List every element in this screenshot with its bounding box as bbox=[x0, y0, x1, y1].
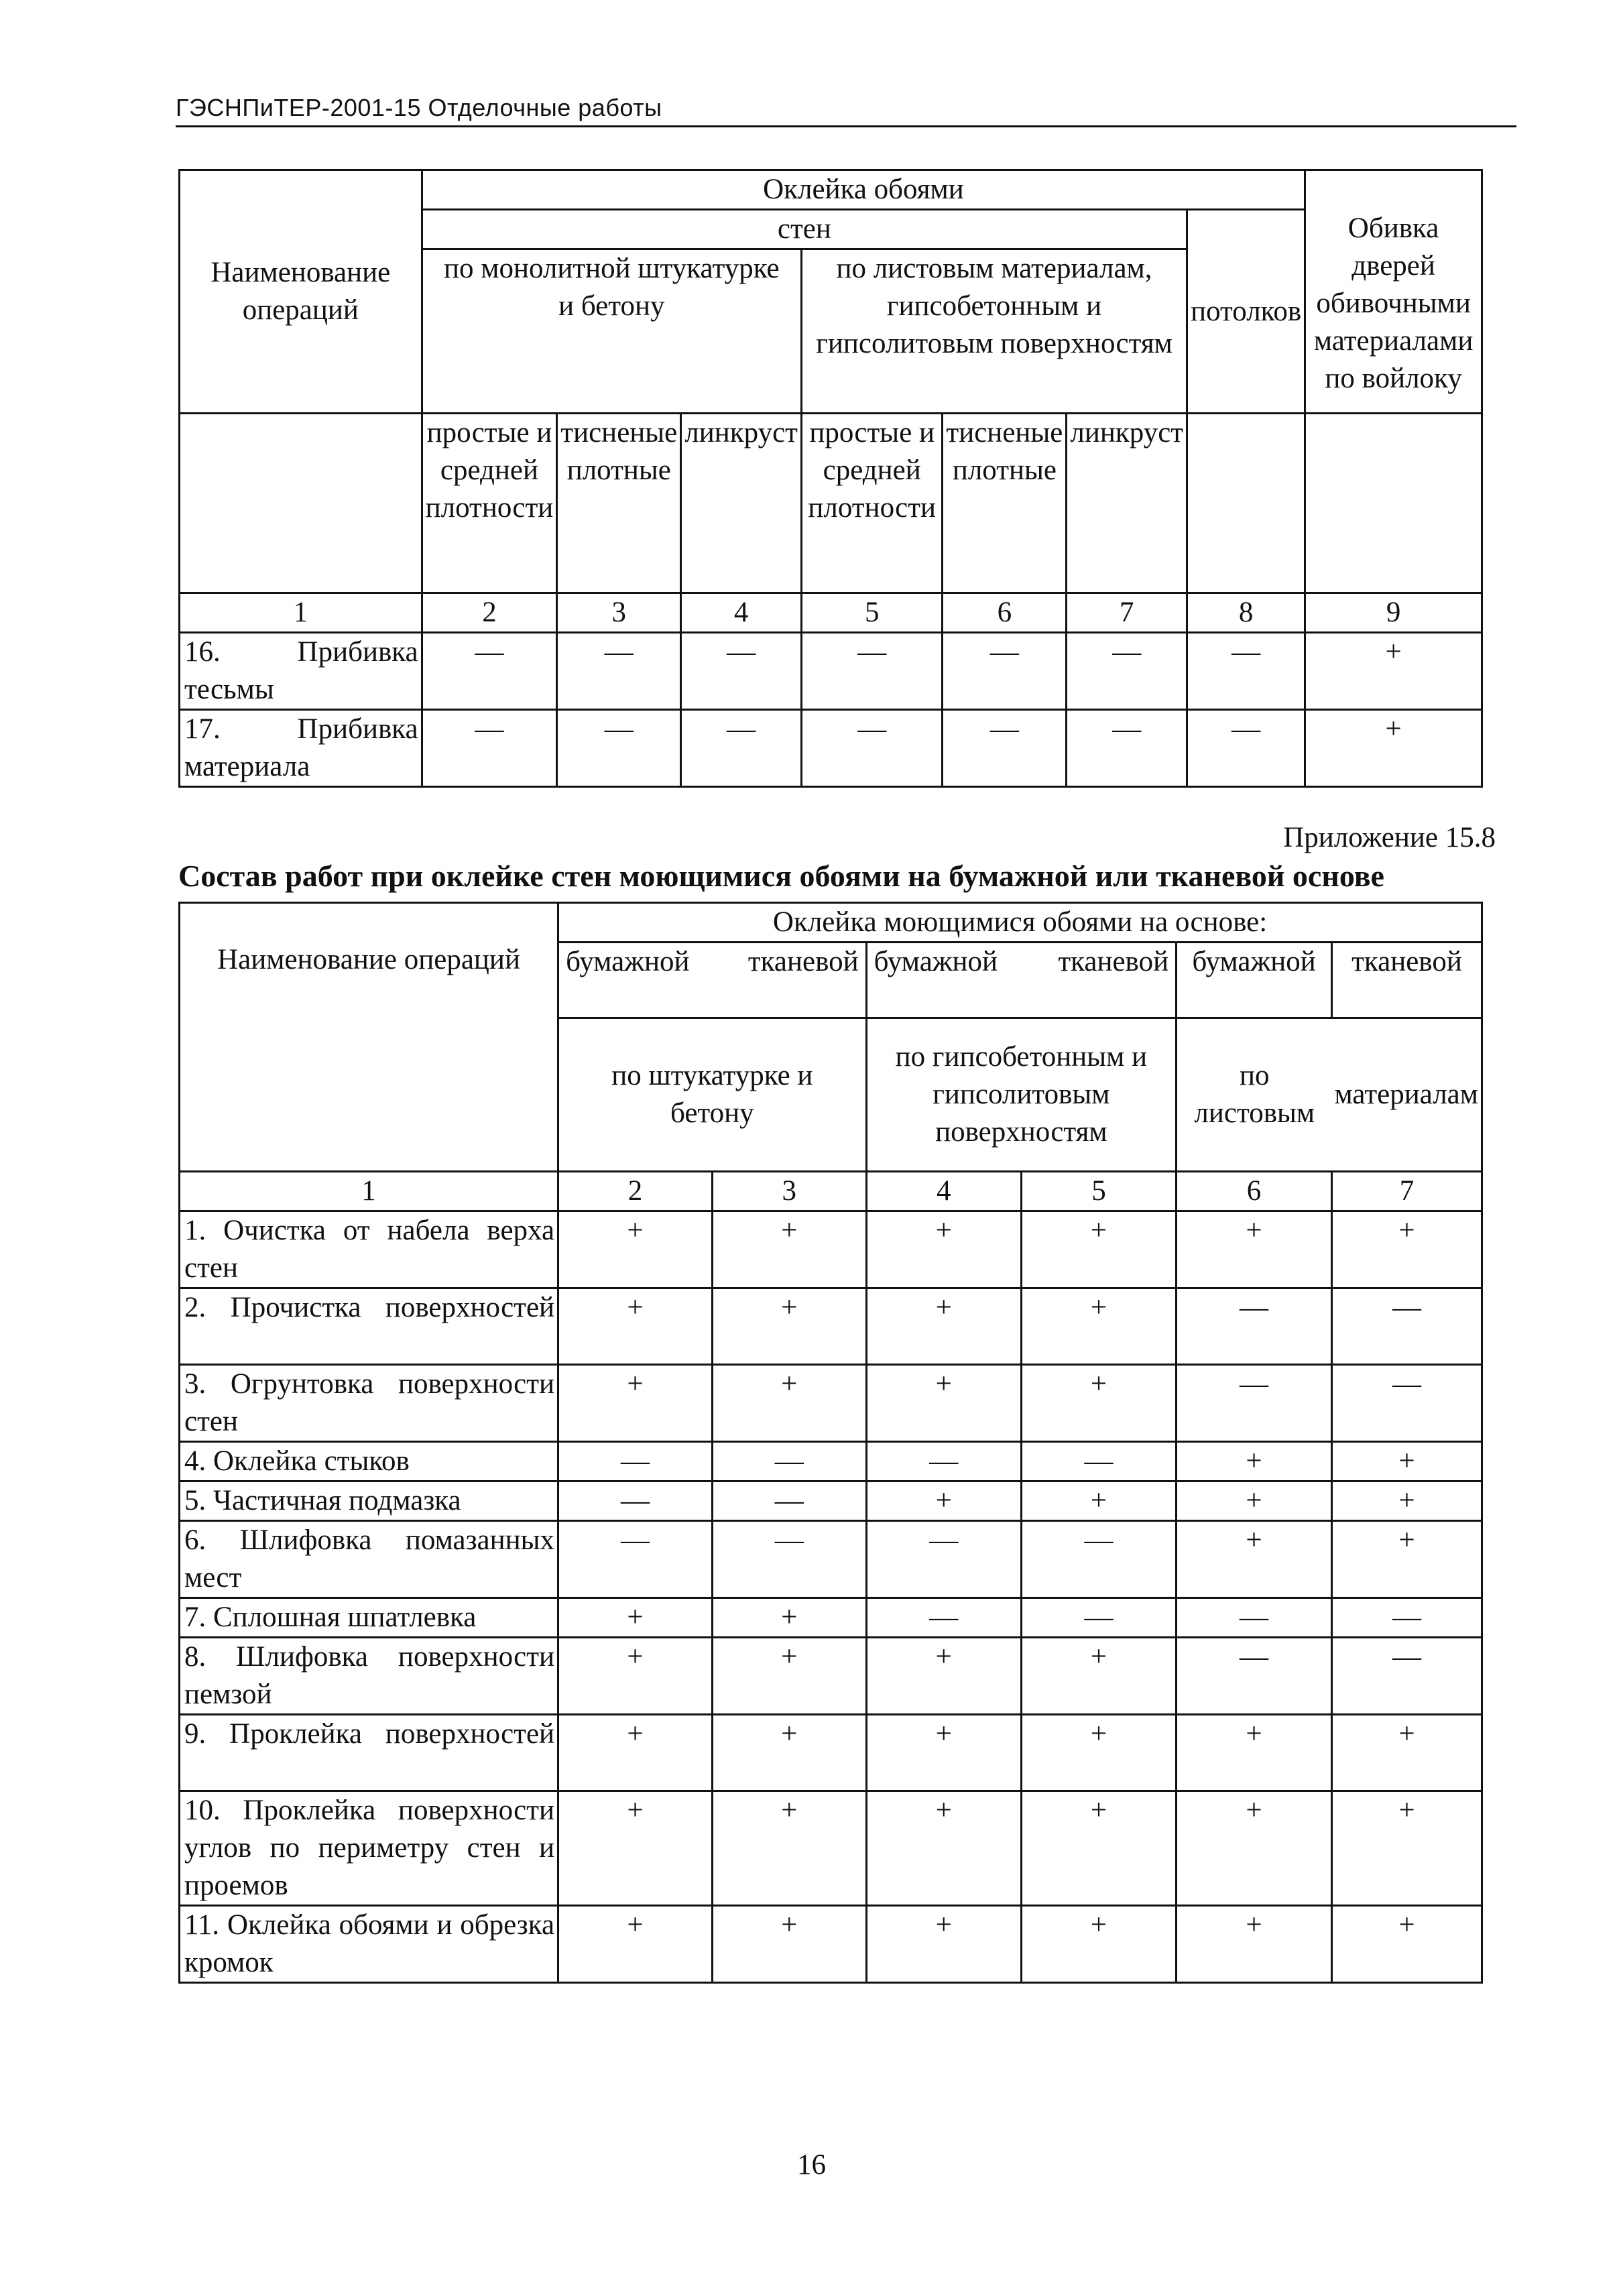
t2-cell: + bbox=[866, 1365, 1021, 1442]
t2-cell: + bbox=[1021, 1906, 1176, 1983]
t2-cell: — bbox=[866, 1442, 1021, 1482]
page-number: 16 bbox=[797, 2149, 826, 2181]
t2-paper-1: бумажной bbox=[566, 946, 690, 977]
t2-cell: + bbox=[558, 1906, 713, 1983]
t2-num: 2 bbox=[558, 1172, 713, 1211]
t2-cell: + bbox=[866, 1638, 1021, 1715]
t2-cell: + bbox=[712, 1791, 866, 1906]
t2-num: 3 bbox=[712, 1172, 866, 1211]
t1-cell: — bbox=[801, 633, 942, 710]
t2-cell: — bbox=[1177, 1288, 1332, 1365]
table-row bbox=[180, 1442, 1482, 1482]
t2-cell: + bbox=[712, 1598, 866, 1638]
t2-cell: — bbox=[866, 1598, 1021, 1638]
t2-plaster-header: по штукатурке и бетону bbox=[558, 1018, 867, 1172]
t2-cell: — bbox=[1021, 1521, 1176, 1598]
t2-cell: + bbox=[866, 1288, 1021, 1365]
t2-cell: + bbox=[1331, 1906, 1482, 1983]
t1-cell: — bbox=[801, 710, 942, 787]
t2-cell: — bbox=[866, 1521, 1021, 1598]
t2-row-name: 2. Прочистка поверхностей bbox=[180, 1288, 558, 1365]
t2-sheet-header-b: материалам bbox=[1331, 1018, 1482, 1172]
t2-cell: + bbox=[1177, 1442, 1332, 1482]
t2-group-header: Оклейка моющимися обоями на основе: bbox=[558, 903, 1482, 943]
t1-row-name: 16. Прибивка тесьмы bbox=[180, 633, 422, 710]
t2-num: 6 bbox=[1177, 1172, 1332, 1211]
t1-num: 4 bbox=[681, 593, 802, 633]
t1-num: 9 bbox=[1305, 593, 1482, 633]
t1-cell: + bbox=[1305, 633, 1482, 710]
t2-num: 5 bbox=[1021, 1172, 1176, 1211]
t2-cell: + bbox=[712, 1715, 866, 1791]
t1-cell: — bbox=[422, 710, 557, 787]
t1-cell: — bbox=[557, 633, 681, 710]
t1-col-embossed-2: тисненые плотные bbox=[943, 414, 1067, 593]
t2-cell: — bbox=[558, 1442, 713, 1482]
table-washable-wallpaper bbox=[178, 902, 1483, 1984]
t2-cell: — bbox=[1177, 1365, 1332, 1442]
t1-monolith-header: по монолитной штукатурке и бетону bbox=[422, 249, 801, 414]
t1-cell: — bbox=[1067, 710, 1187, 787]
t1-cell: — bbox=[1187, 710, 1305, 787]
t2-cell: + bbox=[866, 1715, 1021, 1791]
t2-cell: + bbox=[866, 1482, 1021, 1521]
t2-cell: — bbox=[1331, 1598, 1482, 1638]
appendix-label: Приложение 15.8 bbox=[1283, 822, 1496, 853]
t2-cell: + bbox=[866, 1791, 1021, 1906]
table-wallpaper-doors bbox=[178, 169, 1483, 788]
t2-row-name: 1. Очистка от набела верха стен bbox=[180, 1211, 558, 1288]
table-row bbox=[180, 1211, 1482, 1288]
t2-cell: — bbox=[558, 1521, 713, 1598]
t2-cell: + bbox=[1021, 1715, 1176, 1791]
page-header: ГЭСНПиТЕР-2001-15 Отделочные работы bbox=[176, 94, 662, 121]
t2-cell: + bbox=[1331, 1442, 1482, 1482]
t2-cell: + bbox=[1331, 1715, 1482, 1791]
t2-cell: + bbox=[1177, 1521, 1332, 1598]
t1-op-header: Наименование операций bbox=[180, 170, 422, 414]
t2-cell: + bbox=[1177, 1791, 1332, 1906]
t2-num: 4 bbox=[866, 1172, 1021, 1211]
t1-cell: — bbox=[943, 710, 1067, 787]
t1-group-header: Оклейка обоями bbox=[422, 170, 1305, 210]
t1-doors-header: Обивка дверей обивочными материалами по войлоку bbox=[1305, 170, 1482, 414]
t2-cell: + bbox=[558, 1791, 713, 1906]
t2-cell: + bbox=[558, 1715, 713, 1791]
t2-num: 1 bbox=[180, 1172, 558, 1211]
t1-cell: — bbox=[557, 710, 681, 787]
t2-cell: — bbox=[1177, 1638, 1332, 1715]
t2-cell: + bbox=[1021, 1638, 1176, 1715]
t1-sheet-header: по листовым материалам, гипсобетонным и гипсолитовым поверхностям bbox=[801, 249, 1187, 414]
t1-num: 6 bbox=[943, 593, 1067, 633]
t1-num: 7 bbox=[1067, 593, 1187, 633]
table2-title: Состав работ при оклейке стен моющимися обоями на бумажной или тканевой основе bbox=[178, 859, 1384, 893]
t2-cell: + bbox=[1021, 1791, 1176, 1906]
t2-cell: + bbox=[712, 1211, 866, 1288]
t2-cell: — bbox=[1021, 1442, 1176, 1482]
t2-cell: + bbox=[866, 1211, 1021, 1288]
t2-cell: + bbox=[1177, 1715, 1332, 1791]
t2-cell: — bbox=[1331, 1638, 1482, 1715]
t2-cell: + bbox=[1177, 1906, 1332, 1983]
t2-cell: + bbox=[712, 1638, 866, 1715]
t2-cell: + bbox=[1021, 1482, 1176, 1521]
t2-cell: + bbox=[558, 1598, 713, 1638]
table-row bbox=[180, 1365, 1482, 1442]
t2-cell: + bbox=[866, 1906, 1021, 1983]
t2-row-name: 5. Частичная подмазка bbox=[180, 1482, 558, 1521]
t2-cell: — bbox=[712, 1482, 866, 1521]
t2-row-name: 3. Огрунтовка поверхности стен bbox=[180, 1365, 558, 1442]
t2-num: 7 bbox=[1331, 1172, 1482, 1211]
t1-walls-header: стен bbox=[422, 210, 1187, 249]
t1-col-embossed-1: тисненые плотные bbox=[557, 414, 681, 593]
t2-op-header: Наименование операций bbox=[180, 903, 558, 1172]
table-row bbox=[180, 1521, 1482, 1598]
t1-cell: — bbox=[681, 710, 802, 787]
table-row bbox=[180, 633, 1482, 710]
t1-cell: — bbox=[422, 633, 557, 710]
t2-cell: — bbox=[712, 1521, 866, 1598]
t2-row-name: 4. Оклейка стыков bbox=[180, 1442, 558, 1482]
table-row bbox=[180, 1482, 1482, 1521]
t2-paper-2: бумажной bbox=[874, 946, 998, 977]
t1-num: 1 bbox=[180, 593, 422, 633]
t2-fabric-1: тканевой bbox=[747, 946, 859, 977]
t2-fabric-2: тканевой bbox=[1058, 946, 1169, 977]
t2-cell: + bbox=[558, 1365, 713, 1442]
table-row bbox=[180, 710, 1482, 787]
t1-cell: — bbox=[681, 633, 802, 710]
t2-cell: — bbox=[1021, 1598, 1176, 1638]
t2-cell: + bbox=[1021, 1365, 1176, 1442]
table-row bbox=[180, 1715, 1482, 1791]
t2-cell: + bbox=[1021, 1288, 1176, 1365]
t2-cell: + bbox=[558, 1288, 713, 1365]
t2-cell: + bbox=[712, 1906, 866, 1983]
t1-cell: — bbox=[1187, 633, 1305, 710]
t2-cell: — bbox=[558, 1482, 713, 1521]
t1-cell: — bbox=[943, 633, 1067, 710]
t2-sheet-header-a: по листовым bbox=[1177, 1018, 1332, 1172]
t2-cell: — bbox=[1331, 1288, 1482, 1365]
t1-num: 8 bbox=[1187, 593, 1305, 633]
t1-num: 2 bbox=[422, 593, 557, 633]
table-row bbox=[180, 1288, 1482, 1365]
t2-row-name: 6. Шлифовка помазанных мест bbox=[180, 1521, 558, 1598]
t2-cell: + bbox=[1177, 1211, 1332, 1288]
table-row bbox=[180, 1906, 1482, 1983]
header-rule bbox=[176, 125, 1516, 127]
t2-cell: + bbox=[558, 1211, 713, 1288]
t2-cell: — bbox=[1177, 1598, 1332, 1638]
t1-num: 5 bbox=[801, 593, 942, 633]
t2-cell: + bbox=[1021, 1211, 1176, 1288]
t1-col-lincrust-2: линкруст bbox=[1067, 414, 1187, 593]
table-row bbox=[180, 1791, 1482, 1906]
t2-cell: + bbox=[558, 1638, 713, 1715]
t1-num: 3 bbox=[557, 593, 681, 633]
t1-row-name: 17. Прибивка материала bbox=[180, 710, 422, 787]
t2-row-name: 7. Сплошная шпатлевка bbox=[180, 1598, 558, 1638]
t2-cell: + bbox=[712, 1365, 866, 1442]
t2-cell: + bbox=[1331, 1482, 1482, 1521]
t2-cell: + bbox=[1331, 1521, 1482, 1598]
t1-col-simple-1: простые и средней плотности bbox=[422, 414, 557, 593]
t2-gypsum-header: по гипсобетонным и гипсолитовым поверхностям bbox=[866, 1018, 1176, 1172]
t2-cell: + bbox=[1331, 1791, 1482, 1906]
t2-paper-3: бумажной bbox=[1177, 943, 1332, 1018]
t1-col-simple-2: простые и средней плотности bbox=[801, 414, 942, 593]
t2-cell: + bbox=[1331, 1211, 1482, 1288]
t2-row-name: 8. Шлифовка поверхности пемзой bbox=[180, 1638, 558, 1715]
t1-cell: — bbox=[1067, 633, 1187, 710]
table-row bbox=[180, 1638, 1482, 1715]
t2-cell: + bbox=[1177, 1482, 1332, 1521]
t2-fabric-3: тканевой bbox=[1331, 943, 1482, 1018]
t2-row-name: 9. Проклейка поверхностей bbox=[180, 1715, 558, 1791]
t1-col-lincrust-1: линкруст bbox=[681, 414, 802, 593]
t2-cell: + bbox=[712, 1288, 866, 1365]
t1-ceilings-header: потолков bbox=[1187, 210, 1305, 414]
t1-cell: + bbox=[1305, 710, 1482, 787]
t2-row-name: 10. Проклейка поверхности углов по периметру стен и проемов bbox=[180, 1791, 558, 1906]
t2-row-name: 11. Оклейка обоями и обрезка кромок bbox=[180, 1906, 558, 1983]
table-row bbox=[180, 1598, 1482, 1638]
t2-cell: — bbox=[1331, 1365, 1482, 1442]
t2-cell: — bbox=[712, 1442, 866, 1482]
